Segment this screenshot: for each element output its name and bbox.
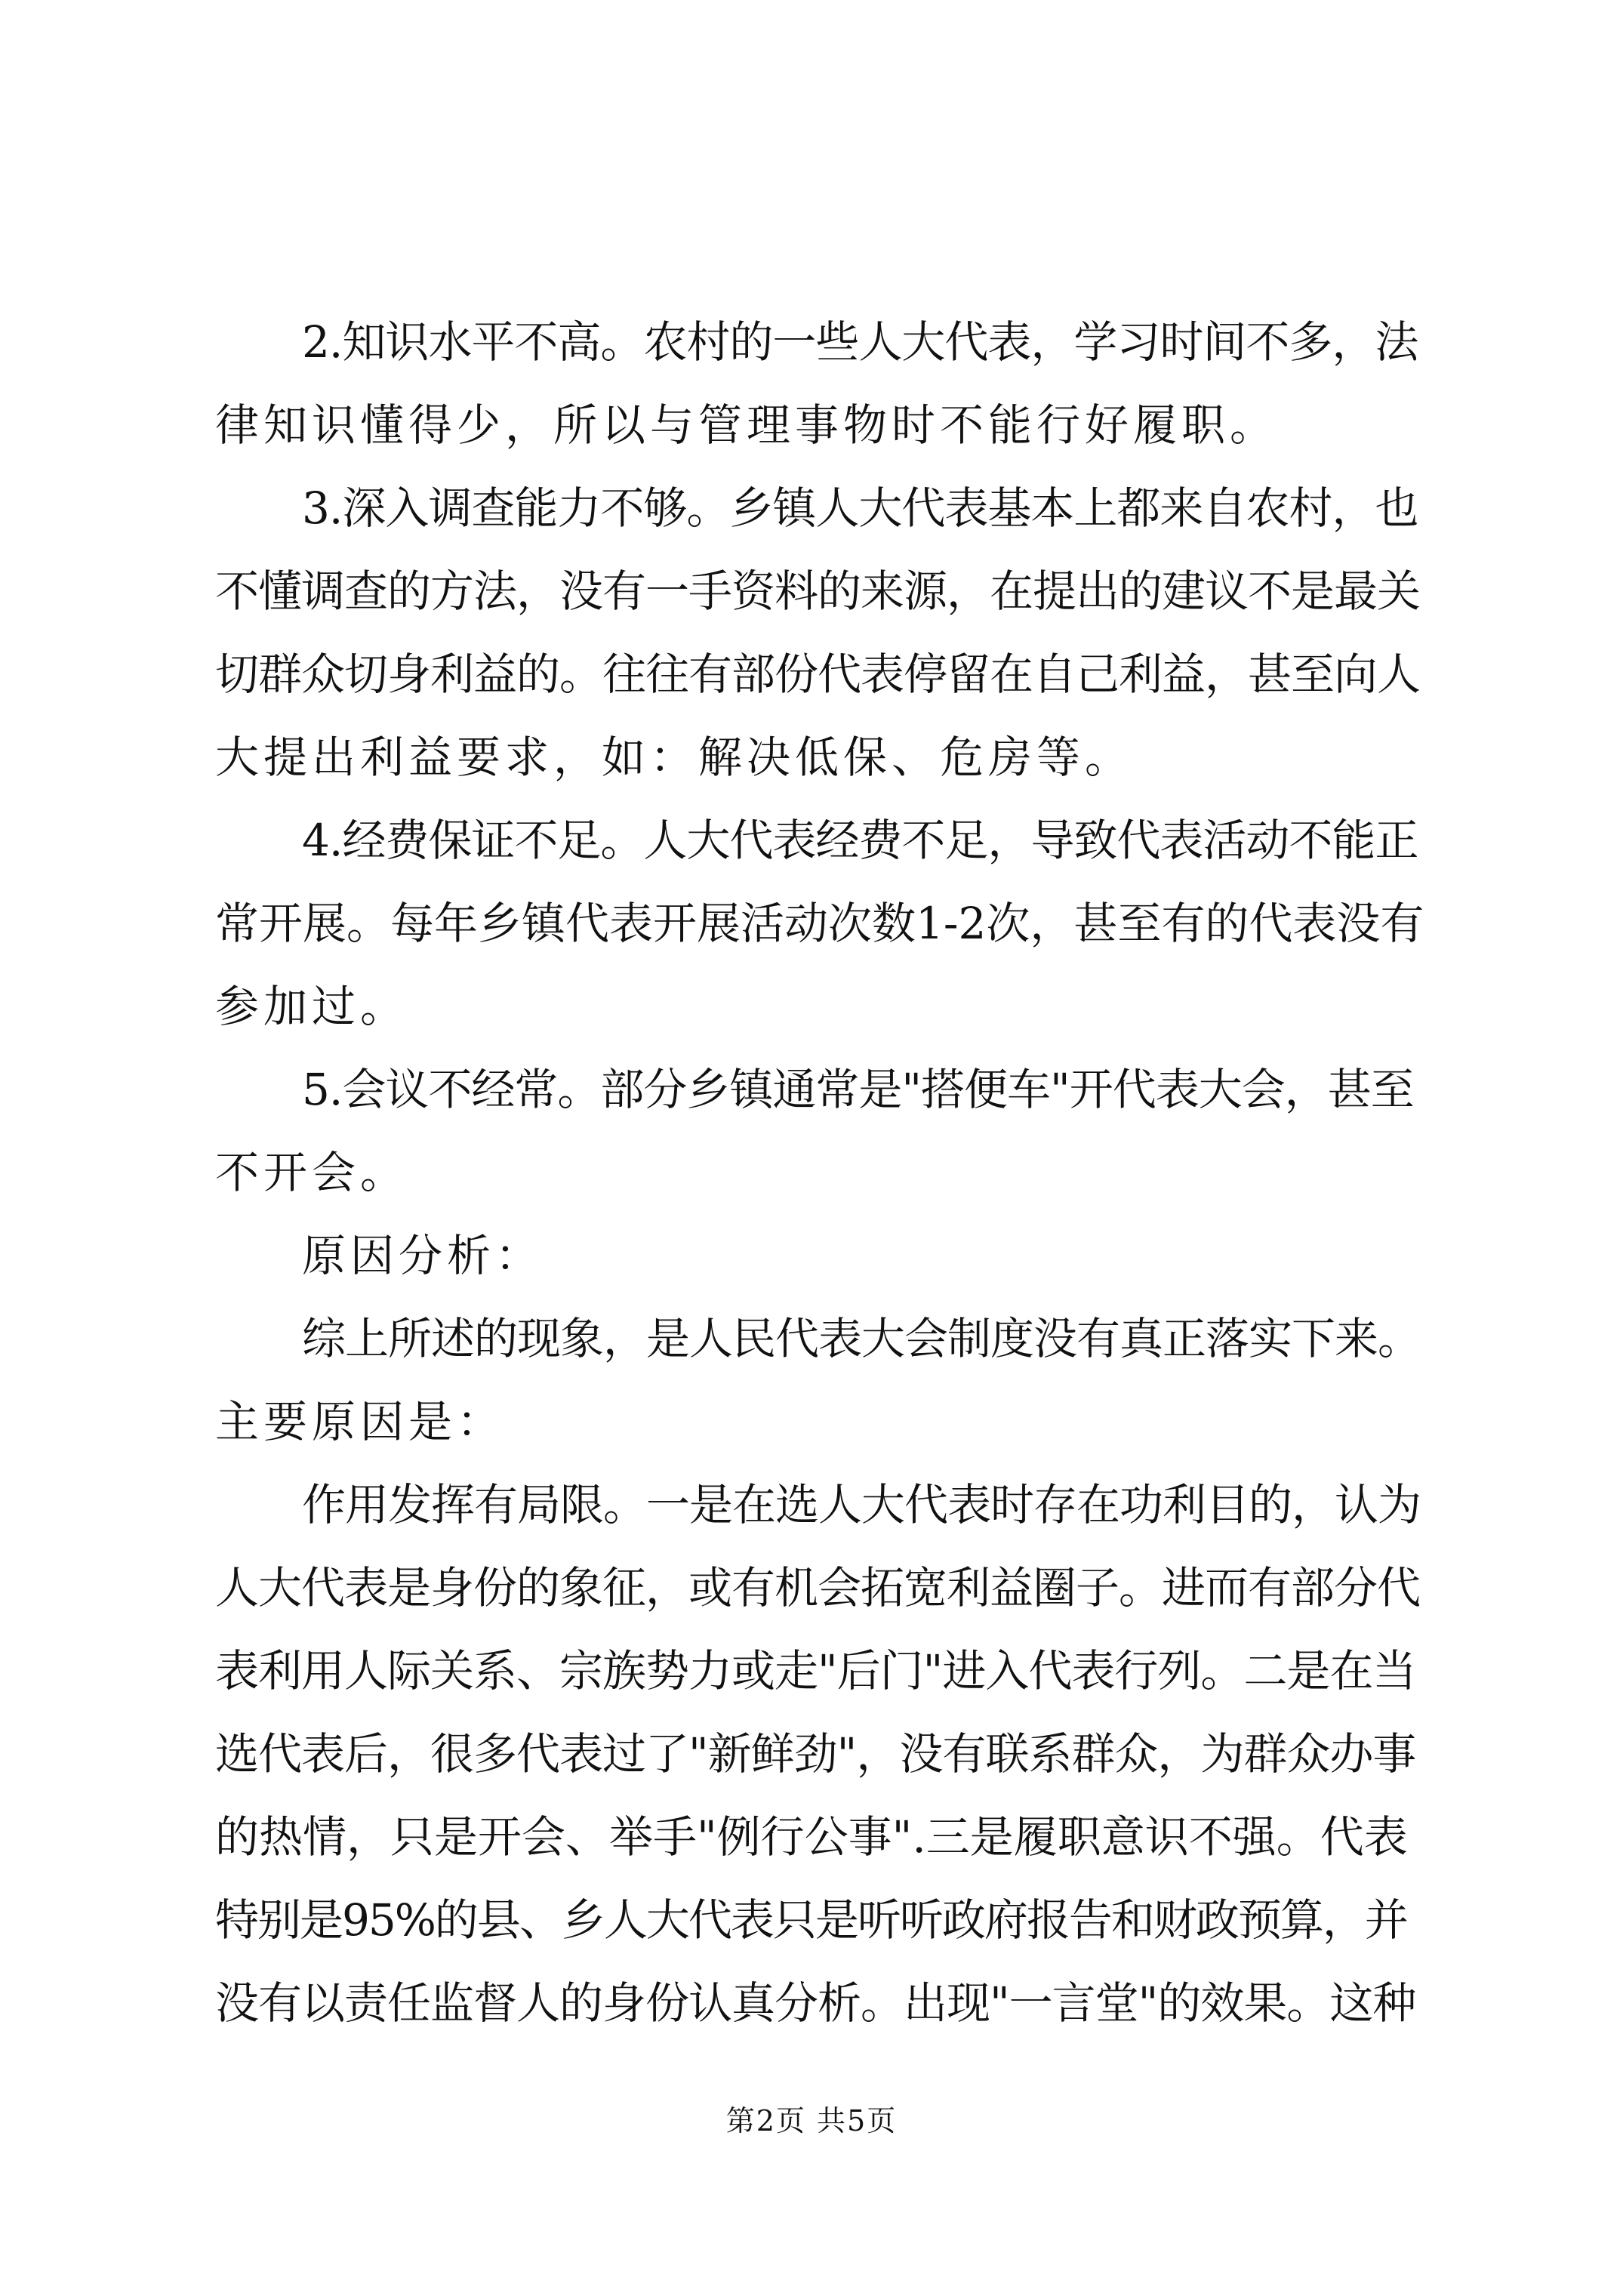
- para-2-line-3: 切群众切身利益的。往往有部份代表停留在自己利益，甚至向人: [215, 649, 1421, 700]
- para-5-line-1: 原因分析：: [302, 1230, 544, 1281]
- para-7-line-7: 没有以责任监督人的身份认真分析。出现"一言堂"的效果。这种: [215, 1977, 1416, 2029]
- page-number-footer: 第2页 共5页: [725, 2104, 898, 2137]
- para-3-line-3: 参加过。: [215, 981, 409, 1032]
- para-6-line-1: 综上所述的现象，是人民代表大会制度没有真正落实下来。: [302, 1313, 1421, 1364]
- para-7-line-4: 选代表后，很多代表过了"新鲜劲"，没有联系群众，为群众办事: [215, 1728, 1416, 1780]
- para-2-line-4: 大提出利益要求，如：解决低保、危房等。: [215, 732, 1134, 783]
- para-2-line-1: 3.深入调查能力不够。乡镇人大代表基本上都来自农村，也: [302, 482, 1418, 534]
- para-4-line-2: 不开会。: [215, 1147, 409, 1198]
- para-3-line-2: 常开展。每年乡镇代表开展活动次数1-2次，甚至有的代表没有: [215, 898, 1424, 949]
- para-7-line-5: 的热情，只是开会、举手"例行公事".三是履职意识不强。代表: [215, 1811, 1408, 1863]
- para-6-line-2: 主要原因是：: [215, 1396, 506, 1447]
- para-1-line-1: 2.知识水平不高。农村的一些人大代表，学习时间不多，法: [302, 316, 1418, 368]
- para-7-line-3: 表利用人际关系、宗族势力或走"后门"进入代表行列。二是在当: [215, 1645, 1416, 1697]
- para-2-line-2: 不懂调查的方法，没有一手资料的来源，在提出的建议不是最关: [215, 566, 1421, 617]
- para-7-line-1: 作用发挥有局限。一是在选人大代表时存在功利目的，认为: [302, 1479, 1421, 1530]
- para-4-line-1: 5.会议不经常。部分乡镇通常是"搭便车"开代表大会，甚至: [302, 1064, 1414, 1115]
- para-7-line-2: 人大代表是身份的象征，或有机会拓宽利益圈子。进而有部分代: [215, 1562, 1421, 1613]
- para-7-line-6: 特别是95%的县、乡人大代表只是听听政府报告和财政预算，并: [215, 1894, 1407, 1946]
- para-3-line-1: 4.经费保证不足。人大代表经费不足，导致代表活动不能正: [302, 815, 1418, 866]
- para-1-line-2: 律知识懂得少，所以与管理事物时不能行好履职。: [215, 399, 1279, 451]
